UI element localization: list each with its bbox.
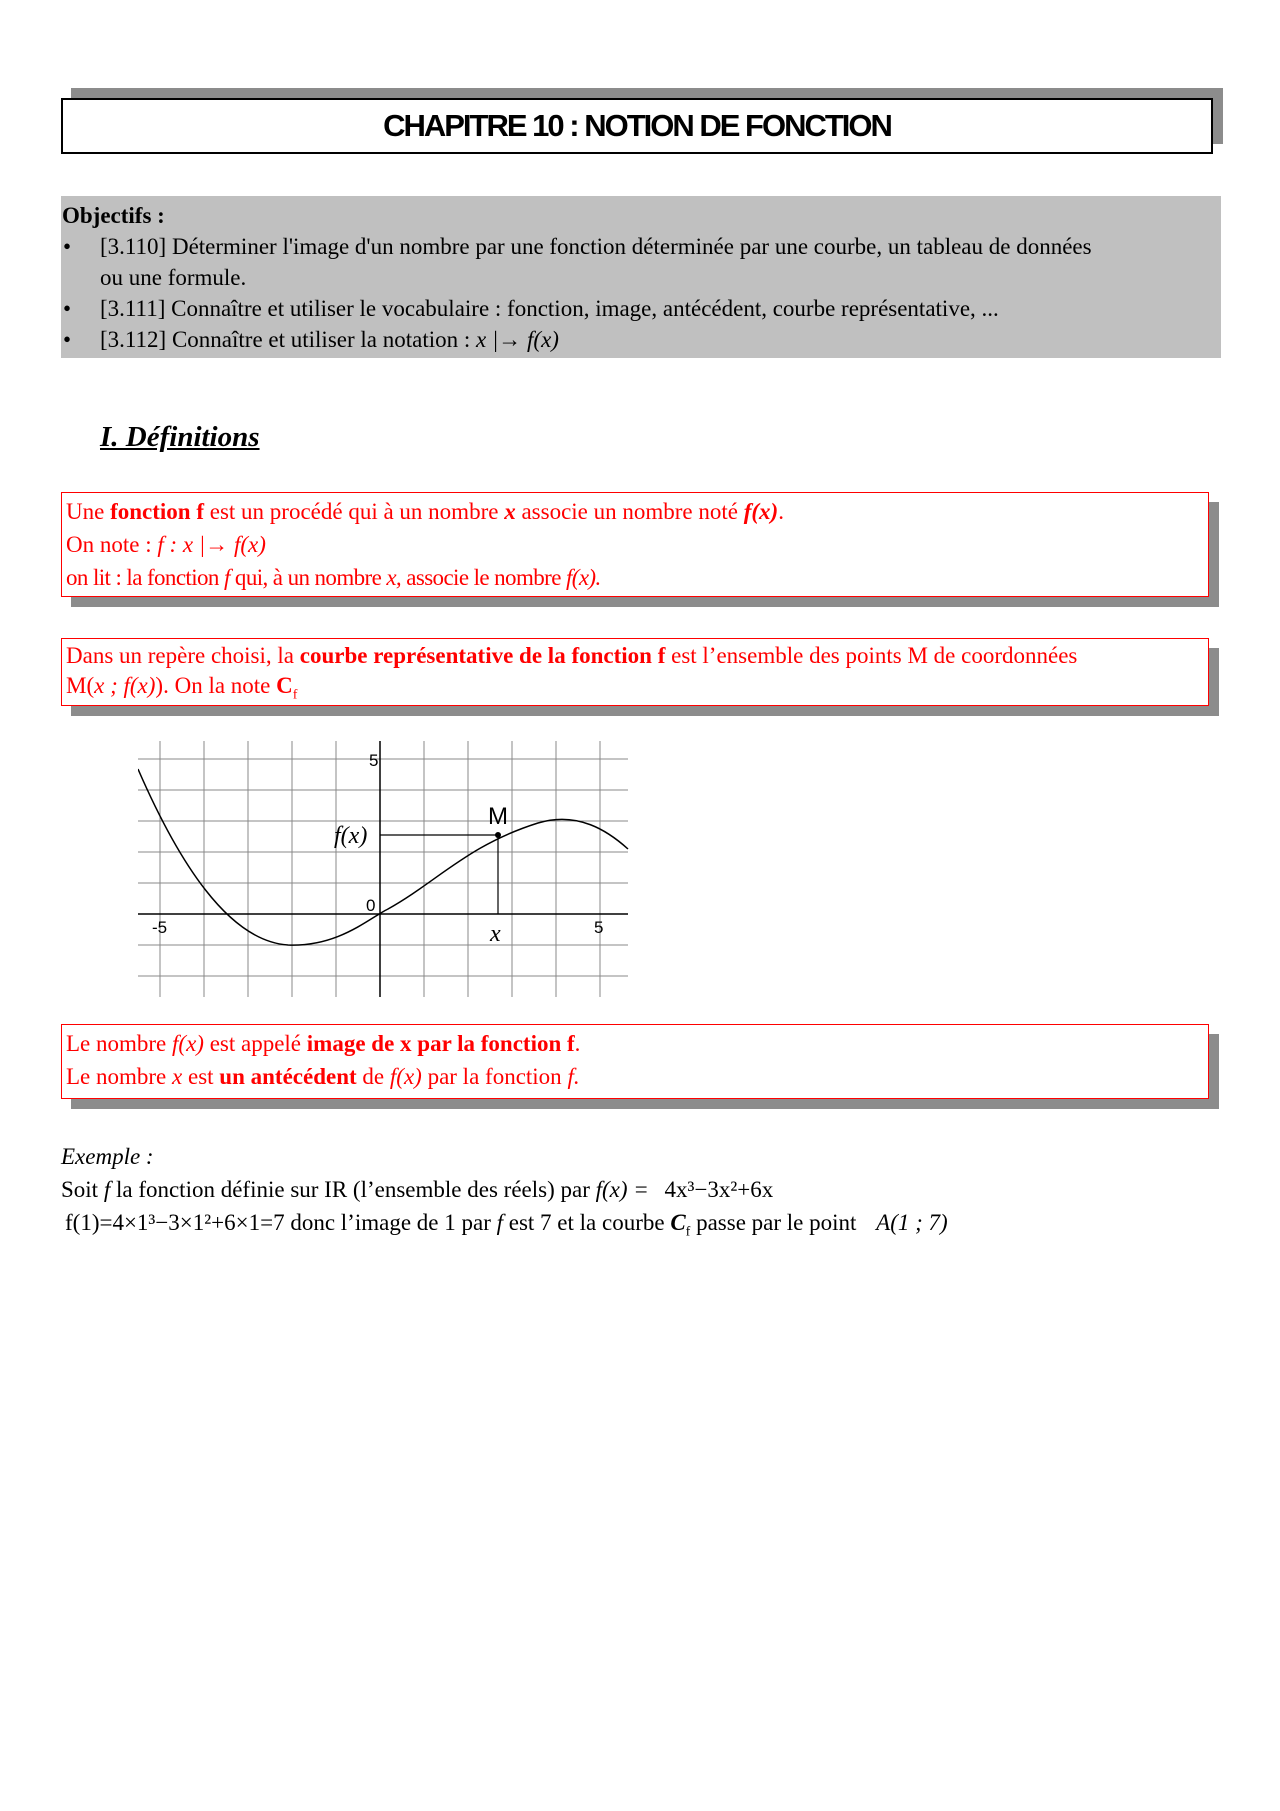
grid [138, 741, 628, 997]
term: C [276, 673, 293, 698]
text: Une [66, 499, 111, 524]
term: x ; f(x) [94, 673, 156, 698]
text: Le nombre [66, 1064, 173, 1089]
text: la fonction définie sur IR (l’ensemble des réels) par [110, 1177, 596, 1202]
example-block [61, 1140, 1241, 1249]
term: f [223, 565, 230, 590]
definition-curve-box [61, 638, 1209, 706]
m-label: M [488, 803, 508, 830]
objective-text: [3.111] Connaître et utiliser le vocabulaire : fonction, image, antécédent, courbe représentative, ... [100, 296, 999, 321]
objective-item [61, 293, 1221, 324]
term: f [496, 1210, 503, 1235]
text: ). On la note [155, 673, 277, 698]
def-line [66, 528, 1204, 561]
section-title: I. Définitions [100, 421, 260, 453]
term: x [172, 1064, 183, 1089]
subscript: f [292, 687, 298, 703]
text: . [778, 499, 784, 524]
function-curve [138, 769, 628, 945]
example-title: Exemple : [61, 1144, 154, 1169]
bullet-icon: • [63, 296, 72, 321]
chapter-title-box [61, 98, 1213, 154]
text: est [182, 1064, 220, 1089]
text: est appelé [203, 1031, 307, 1056]
bullet-icon: • [63, 327, 72, 352]
text: on lit : la fonction [66, 565, 224, 590]
term: f. [567, 1064, 580, 1089]
example-line [61, 1206, 1241, 1249]
objective-item [61, 324, 1221, 355]
example-line [61, 1173, 1241, 1206]
definition-image-box [61, 1024, 1209, 1099]
axes [138, 741, 628, 997]
objective-item-continued [61, 262, 1221, 293]
text: associe un nombre noté [515, 499, 744, 524]
objectives-panel [61, 196, 1221, 358]
objectives-heading: Objectifs : [62, 203, 165, 228]
term: x [504, 499, 516, 524]
text: est un procédé qui à un nombre [204, 499, 505, 524]
notation: x |→ f(x) [476, 327, 559, 352]
text: associe le nombre [401, 565, 566, 590]
text: passe par le point [690, 1210, 863, 1235]
notation: f : x |→ f(x) [157, 532, 266, 557]
term: un antécédent [219, 1064, 357, 1089]
text: On note : [66, 532, 158, 557]
text: Dans un repère choisi, la [66, 643, 300, 668]
objective-text: ou une formule. [100, 265, 247, 290]
term: f(x). [565, 565, 601, 590]
term: f(x) = [595, 1177, 649, 1202]
formula: f(1)=4×1³−3×1²+6×1=7 [65, 1210, 285, 1235]
text: . [574, 1031, 581, 1056]
tick-label-left: -5 [152, 918, 168, 937]
function-graph [138, 741, 638, 1001]
term: x, [386, 565, 402, 590]
subscript: f [685, 1224, 691, 1240]
definition-function-box [61, 492, 1209, 597]
chapter-title: CHAPITRE 10 : NOTION DE FONCTION [383, 108, 891, 143]
text: donc l’image de 1 par [284, 1210, 497, 1235]
text: M( [66, 673, 95, 698]
text: est 7 et la courbe [503, 1210, 671, 1235]
point: A(1 ; 7) [876, 1210, 948, 1235]
text: qui, à un nombre [229, 565, 387, 590]
text: par la fonction [421, 1064, 568, 1089]
point-m [495, 832, 501, 838]
text: est l’ensemble des points M de coordonnées [665, 643, 1078, 668]
def-line [66, 1027, 1204, 1060]
term: f [103, 1177, 111, 1202]
def-line [66, 1060, 1204, 1093]
objective-text: [3.112] Connaître et utiliser la notation : [100, 327, 477, 352]
def-line [66, 495, 1204, 528]
fx-label: f(x) [334, 823, 368, 849]
tick-label-top: 5 [369, 751, 379, 770]
term: image de x par la fonction f [306, 1031, 575, 1056]
term: fonction f [110, 499, 204, 524]
formula: 4x³−3x²+6x [664, 1177, 774, 1202]
term: courbe représentative de la fonction f [299, 643, 666, 668]
text: de [356, 1064, 390, 1089]
tick-label-right: 5 [594, 918, 604, 937]
objective-text: [3.110] Déterminer l'image d'un nombre par une fonction déterminée par une courbe, un tableau de données [100, 234, 1092, 259]
x-label: x [490, 921, 501, 947]
term: f(x) [743, 499, 779, 524]
bullet-icon: • [63, 234, 72, 259]
text: Le nombre [66, 1031, 173, 1056]
def-line [66, 561, 1204, 594]
origin-label: 0 [366, 896, 376, 915]
text: Soit [61, 1177, 104, 1202]
term: f(x) [172, 1031, 204, 1056]
term: f(x) [389, 1064, 422, 1089]
term: C [670, 1210, 686, 1235]
objective-item [61, 231, 1221, 262]
